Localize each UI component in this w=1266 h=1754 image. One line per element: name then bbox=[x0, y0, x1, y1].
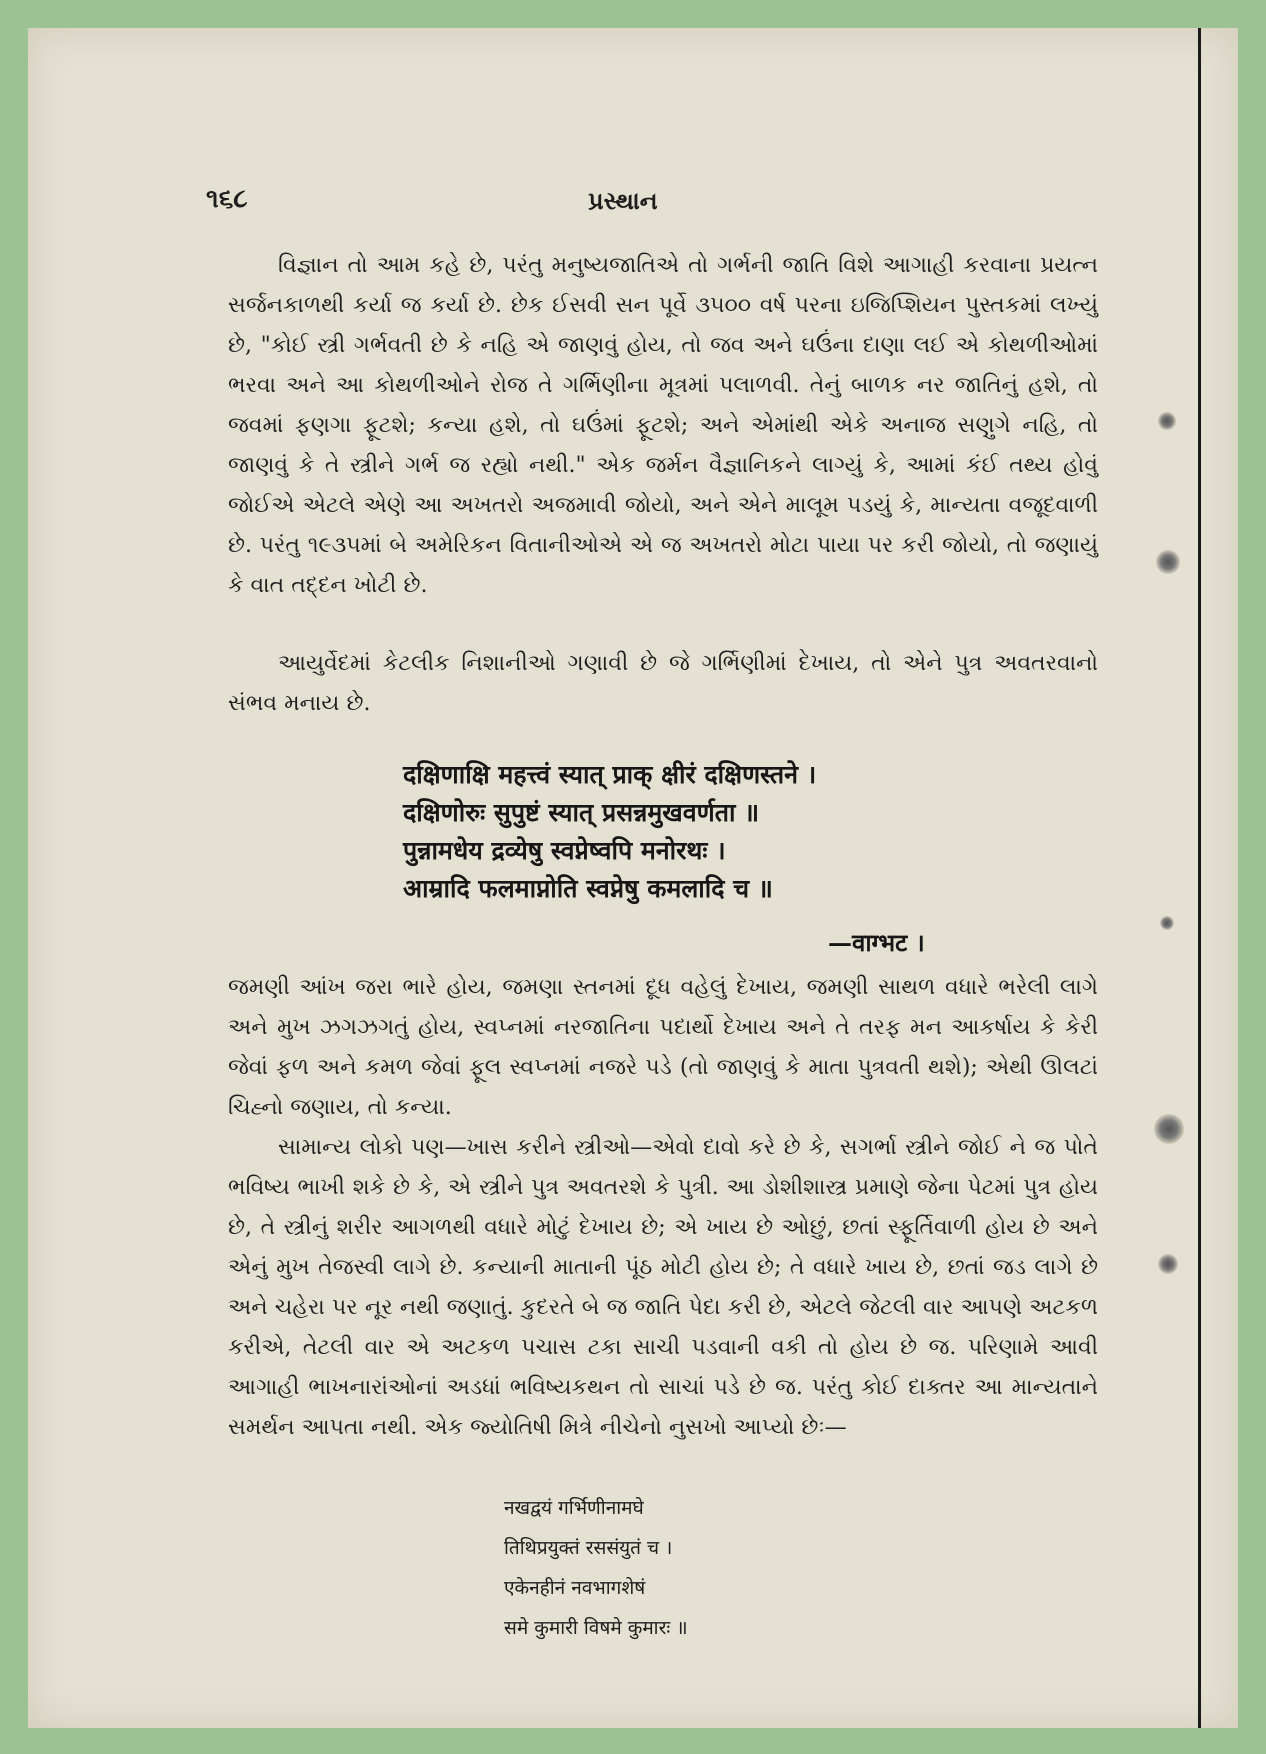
shloka-line: समे कुमारी विषमे कुमारः ॥ bbox=[504, 1617, 688, 1639]
shloka-line: तिथिप्रयुक्तं रससंयुतं च । bbox=[504, 1537, 673, 1559]
binding-hole bbox=[1156, 550, 1180, 574]
paragraph-3 bbox=[228, 968, 1098, 1128]
shloka-line: नखद्वयं गर्भिणीनामघे bbox=[504, 1497, 644, 1519]
page-edge-line bbox=[1198, 28, 1201, 1728]
binding-hole bbox=[1158, 1254, 1178, 1274]
binding-hole bbox=[1158, 412, 1176, 430]
paragraph-1 bbox=[228, 246, 1098, 606]
shloka-line: एकेनहीनं नवभागशेषं bbox=[504, 1577, 646, 1599]
paragraph-1-text: વિજ્ઞાન તો આમ કહે છે, પરંતુ મનુષ્યજાતિએ તો ગર્ભની જાતિ વિશે આગાહી કરવાના પ્રયત્ન સર્જનકાળથી કર્યા જ કર્યા છે. છેક ઈસવી સન પૂર્વે ૩૫૦૦ વર્ષ પરના ઇજિપ્શિયન પુસ્તકમાં લખ્યું છે, "કોઈ સ્ત્રી ગર્ભવતી છે કે નહિ એ જાણવું હોય, તો જવ અને ઘઉંના દાણા લઈ એ કોથળીઓમાં ભરવા અને આ કોથળીઓને રોજ તે ગર્ભિણીના મૂત્રમાં પલાળવી. તેનું બાળક નર જાતિનું હશે, તો જવમાં ફણગા ફૂટશે; કન્યા હશે, તો ઘઉંમાં ફૂટશે; અને એમાંથી એકે અનાજ સણુગે નહિ, તો જાણવું કે તે સ્ત્રીને ગર્ભ જ રહ્યો નથી." એક જર્મન વૈજ્ઞાનિકને લાગ્યું કે, આમાં કંઈ તથ્ય હોવું જોઈએ એટલે એણે આ અખતરો અજમાવી જોયો, અને એને માલૂમ પડયું કે, માન્યતા વજૂદવાળી છે. પરંતુ ૧૯૩૫માં બે અમેરિકન વિતાનીઓએ એ જ અખતરો મોટા પાયા પર કરી જોયો, તો જણાયું કે વાત તદ્દન ખોટી છે. bbox=[228, 253, 1098, 598]
shloka-line: आम्रादि फलमाप्नोति स्वप्नेषु कमलादि च ॥ bbox=[403, 874, 773, 903]
binding-hole bbox=[1154, 1114, 1184, 1144]
paragraph-4-text: સામાન્ય લોકો પણ—ખાસ કરીને સ્ત્રીઓ—એવો દાવો કરે છે કે, સગર્ભા સ્ત્રીને જોઈ ને જ પોતે ભવિષ્ય ભાખી શકે છે કે, એ સ્ત્રીને પુત્ર અવતરશે કે પુત્રી. આ ડોશીશાસ્ત્ર પ્રમાણે જેના પેટમાં પુત્ર હોય છે, તે સ્ત્રીનું શરીર આગળથી વધારે મોટું દેખાય છે; એ ખાય છે ઓછું, છતાં સ્ફૂર્તિવાળી હોય છે અને એનું મુખ તેજસ્વી લાગે છે. કન્યાની માતાની પૂંઠ મોટી હોય છે; તે વધારે ખાય છે, છતાં જડ લાગે છે અને ચહેરા પર નૂર નથી જણાતું. કુદરતે બે જ જાતિ પેદા કરી છે, એટલે જેટલી વાર આપણે અટકળ કરીએ, તેટલી વાર એ અટકળ પચાસ ટકા સાચી પડવાની વકી તો હોય છે જ. પરિણામે આવી આગાહી ભાખનારાંઓનાં અડધાં ભવિષ્યકથન તો સાચાં પડે છે જ. પરંતુ કોઈ દાક્તર આ માન્યતાને સમર્થન આપતા નથી. એક જ્યોતિષી મિત્રે નીચેનો નુસખો આપ્યો છેઃ— bbox=[228, 1135, 1098, 1440]
shloka-line: दक्षिणाक्षि महत्त्वं स्यात् प्राक् क्षीरं दक्षिणस्तने । bbox=[403, 760, 817, 789]
page-number: ૧૬૮ bbox=[206, 184, 248, 214]
scanned-page bbox=[28, 28, 1238, 1728]
paragraph-4 bbox=[228, 1128, 1098, 1448]
shloka-attribution: —वाग्भट । bbox=[828, 928, 925, 957]
running-head: પ્રસ્થાન bbox=[588, 186, 658, 215]
shloka-jyotish bbox=[504, 1488, 924, 1648]
paragraph-2 bbox=[228, 644, 1098, 724]
paragraph-3-text: જમણી આંખ જરા ભારે હોય, જમણા સ્તનમાં દૂધ વહેલું દેખાય, જમણી સાથળ વધારે ભરેલી લાગે અને મુખ ઝગઝગતું હોય, સ્વપ્નમાં નરજાતિના પદાર્થો દેખાય અને તે તરફ મન આકર્ષાય કે કેરી જેવાં ફળ અને કમળ જેવાં ફૂલ સ્વપ્નમાં નજરે પડે (તો જાણવું કે માતા પુત્રવતી થશે); એથી ઊલટાં ચિહ્નો જણાય, તો કન્યા. bbox=[228, 975, 1098, 1120]
binding-hole bbox=[1160, 916, 1174, 930]
paragraph-2-text: આયુર્વેદમાં કેટલીક નિશાનીઓ ગણાવી છે જે ગર્ભિણીમાં દેખાય, તો એને પુત્ર અવતરવાનો સંભવ મનાય છે. bbox=[228, 651, 1098, 716]
shloka-line: दक्षिणोरुः सुपुष्टं स्यात् प्रसन्नमुखवर्णता ॥ bbox=[403, 798, 760, 827]
shloka-line: पुन्नामधेय द्रव्येषु स्वप्नेष्वपि मनोरथः । bbox=[403, 836, 726, 865]
shloka-vagbhata bbox=[403, 756, 1023, 908]
